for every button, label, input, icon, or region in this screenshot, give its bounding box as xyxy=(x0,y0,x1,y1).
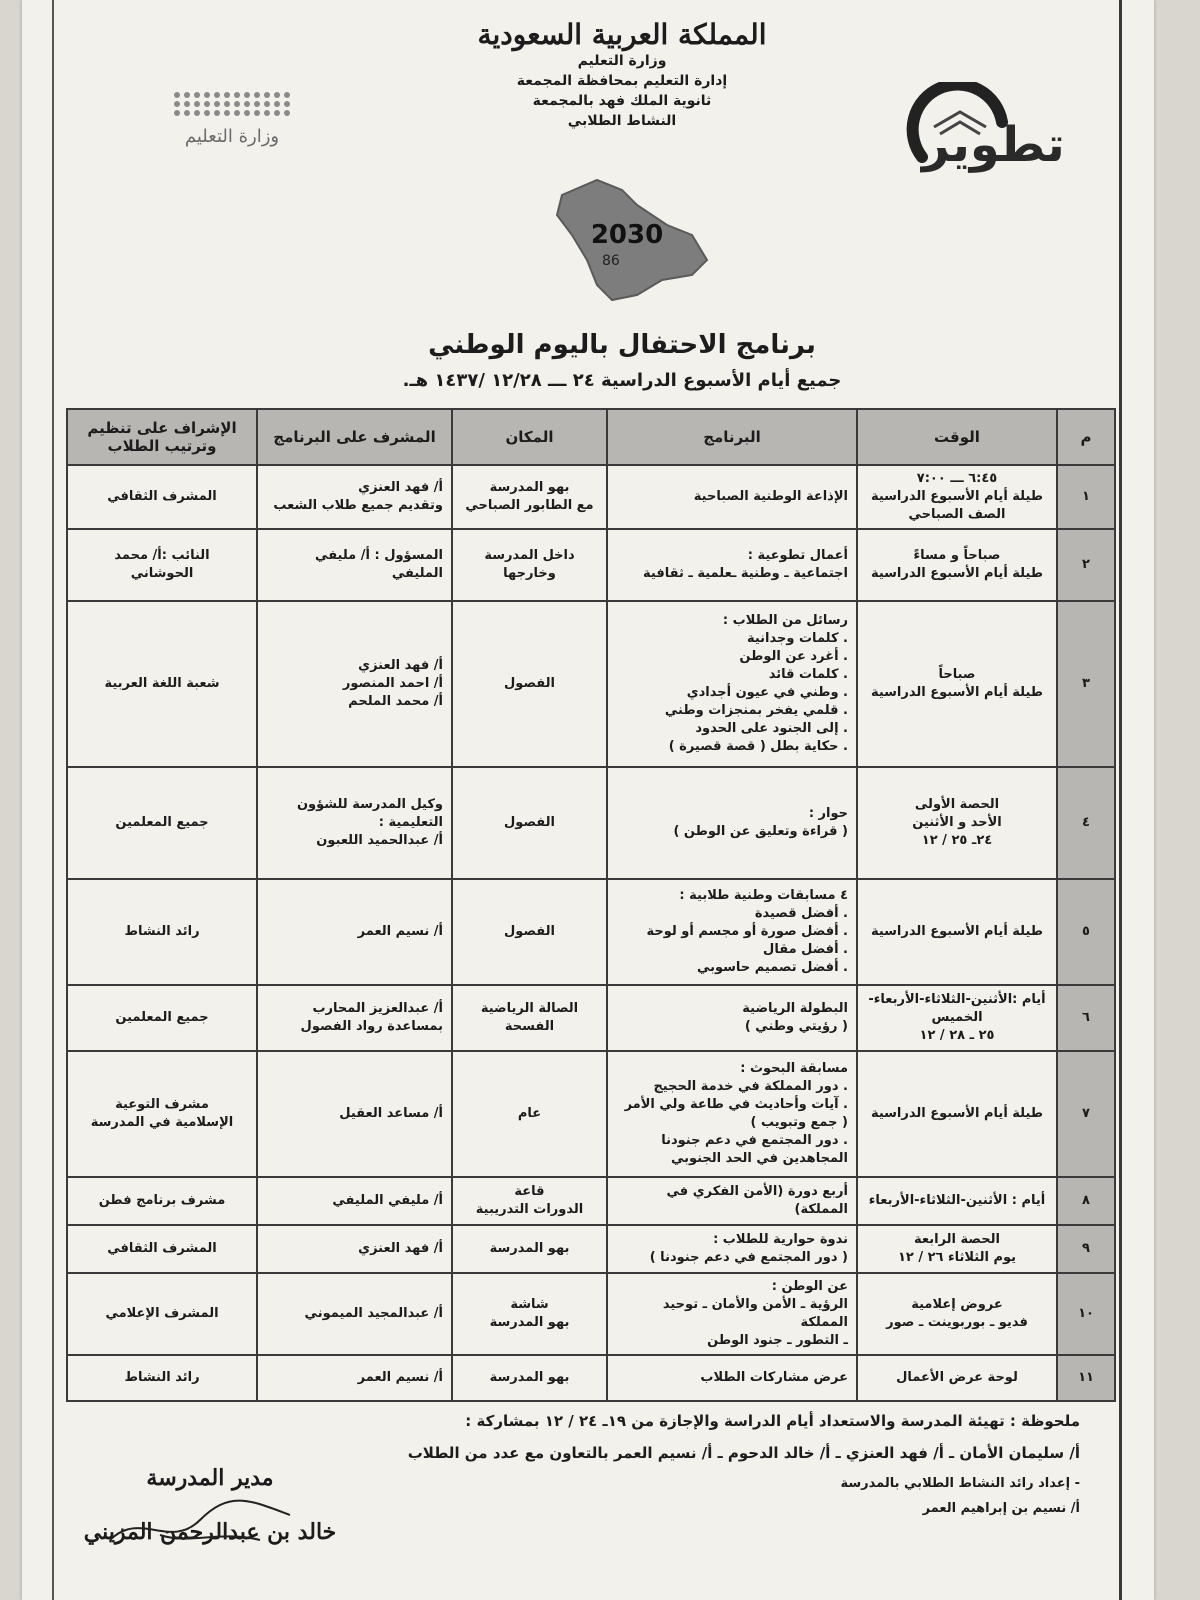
school-line: ثانوية الملك فهد بالمجمعة xyxy=(532,93,712,109)
cell-program-line: . دور المملكة في خدمة الحجيج xyxy=(653,1079,848,1094)
cell-program-line: . وطني في عيون أجدادي xyxy=(686,685,848,700)
cell-supervisor-line: المسؤول : أ/ مليفي المليفي xyxy=(315,548,443,581)
footnote xyxy=(300,1412,1080,1526)
cell-program-line: . أغرد عن الوطن xyxy=(739,649,848,664)
cell-supervisor-line: أ/ فهد العنزي xyxy=(358,480,443,495)
cell-organizer xyxy=(67,1225,257,1273)
cell-organizer xyxy=(67,1177,257,1225)
cell-program-line: . كلمات وجدانية xyxy=(746,631,848,646)
cell-program-line: . أفضل قصيدة xyxy=(754,906,848,921)
cell-program xyxy=(607,1177,857,1225)
cell-organizer-line: رائد النشاط xyxy=(124,1370,200,1385)
cell-supervisor xyxy=(257,601,452,767)
cell-time xyxy=(857,985,1057,1051)
cell-time-line: صباحاً xyxy=(938,667,976,682)
cell-organizer-line: المشرف الثقافي xyxy=(107,489,217,504)
cell-supervisor xyxy=(257,465,452,529)
cell-time xyxy=(857,465,1057,529)
header-supervisor: المشرف على البرنامج xyxy=(257,409,452,465)
cell-organizer xyxy=(67,1355,257,1401)
table-row xyxy=(67,985,1115,1051)
cell-program xyxy=(607,1225,857,1273)
cell-supervisor-line: بمساعدة رواد الفصول xyxy=(300,1019,443,1034)
cell-supervisor xyxy=(257,1225,452,1273)
cell-place-line: الفصول xyxy=(504,815,555,830)
table-row xyxy=(67,1051,1115,1177)
cell-time-line: عروض إعلامية xyxy=(911,1297,1003,1312)
table-row xyxy=(67,879,1115,985)
cell-place-line: الفصول xyxy=(504,924,555,939)
cell-organizer-line: المشرف الثقافي xyxy=(107,1241,217,1256)
header-organizer: الإشراف على تنظيم وترتيب الطلاب xyxy=(67,409,257,465)
page-edge-left xyxy=(52,0,54,1600)
cell-num: ٩ xyxy=(1057,1225,1115,1273)
cell-supervisor-line: أ/ فهد العنزي xyxy=(358,658,443,673)
cell-place-line: داخل المدرسة xyxy=(484,548,575,563)
vision-sub-text: 86 xyxy=(602,253,620,269)
cell-time-line: ٢٥ ـ ٢٨ / ١٢ xyxy=(919,1028,995,1043)
cell-organizer xyxy=(67,767,257,879)
ministry-logo xyxy=(157,92,307,182)
cell-time xyxy=(857,767,1057,879)
cell-program-line: . إلى الجنود على الحدود xyxy=(695,721,848,736)
cell-supervisor xyxy=(257,529,452,601)
cell-program-line: . أفضل تصميم حاسوبي xyxy=(696,960,848,975)
cell-place xyxy=(452,767,607,879)
header-num: م xyxy=(1057,409,1115,465)
cell-supervisor-line: أ/ احمد المنصور xyxy=(342,676,443,691)
cell-program xyxy=(607,985,857,1051)
cell-program-line: أربع دورة (الأمن الفكري في المملكة) xyxy=(666,1184,848,1217)
note-line-4: أ/ نسيم بن إبراهيم العمر xyxy=(922,1501,1080,1516)
cell-place xyxy=(452,985,607,1051)
cell-program-line: أعمال تطوعية : xyxy=(747,548,848,563)
cell-organizer-line: جميع المعلمين xyxy=(115,1010,209,1025)
cell-supervisor-line: التعليمية : xyxy=(378,815,443,830)
page-subtitle: جميع أيام الأسبوع الدراسية ٢٤ ـــ ١٢/٢٨ /١٤٣٧ هـ. xyxy=(402,370,842,391)
cell-supervisor-line: وتقديم جميع طلاب الشعب xyxy=(273,498,443,513)
tatweer-logo xyxy=(882,82,1102,192)
cell-program-line: ٤ مسابقات وطنية طلابية : xyxy=(679,888,848,903)
cell-supervisor-line: أ/ عبدالحميد اللعبون xyxy=(316,833,443,848)
cell-place xyxy=(452,601,607,767)
cell-supervisor xyxy=(257,1273,452,1355)
cell-supervisor-line: أ/ عبدالمجيد الميموني xyxy=(304,1306,443,1321)
cell-time-line: الصف الصباحي xyxy=(908,507,1006,522)
cell-program-line: ( قراءة وتعليق عن الوطن ) xyxy=(673,824,848,839)
cell-place-line: الدورات التدريبية xyxy=(475,1202,584,1217)
table-row xyxy=(67,1273,1115,1355)
cell-time-line: يوم الثلاثاء ٢٦ / ١٢ xyxy=(897,1250,1017,1265)
cell-place-line: وخارجها xyxy=(503,566,556,581)
cell-program-line: . حكاية بطل ( قصة قصيرة ) xyxy=(668,739,848,754)
cell-time-line: طيلة أيام الأسبوع الدراسية xyxy=(870,924,1044,939)
cell-time xyxy=(857,1225,1057,1273)
cell-organizer xyxy=(67,985,257,1051)
department-line: النشاط الطلابي xyxy=(567,113,677,129)
cell-place-line: الصالة الرياضية xyxy=(480,1001,579,1016)
cell-program-line: . قلمي يفخر بمنجزات وطني xyxy=(664,703,848,718)
cell-place xyxy=(452,1177,607,1225)
cell-program xyxy=(607,767,857,879)
table-row xyxy=(67,529,1115,601)
tatweer-logo-text: تطوير xyxy=(922,117,1065,173)
ministry-logo-dots-icon xyxy=(157,92,307,116)
cell-place-line: مع الطابور الصباحي xyxy=(465,498,594,513)
cell-supervisor-line: أ/ نسيم العمر xyxy=(357,924,443,939)
ministry-line: وزارة التعليم xyxy=(577,53,667,69)
directorate-line: إدارة التعليم بمحافظة المجمعة xyxy=(516,73,728,89)
table-header-row xyxy=(67,409,1115,465)
note-line-1: ملحوظة : تهيئة المدرسة والاستعداد أيام الدراسة والإجازة من ١٩ـ ٢٤ / ١٢ بمشاركة : xyxy=(465,1412,1080,1430)
cell-supervisor xyxy=(257,1177,452,1225)
cell-supervisor-line: أ/ مساعد العقيل xyxy=(339,1106,443,1121)
cell-place xyxy=(452,1225,607,1273)
cell-organizer-line: النائب :أ/ محمد xyxy=(114,548,210,563)
cell-time-line: أيام : الأثنين-الثلاثاء-الأربعاء xyxy=(868,1193,1046,1208)
cell-place-line: بهو المدرسة xyxy=(489,1315,570,1330)
cell-program-line: الرؤية ـ الأمن والأمان ـ توحيد المملكة xyxy=(662,1297,848,1330)
cell-place xyxy=(452,465,607,529)
vision-2030-text: 2030 xyxy=(590,220,664,250)
table-row xyxy=(67,1225,1115,1273)
cell-organizer-line: الإسلامية في المدرسة xyxy=(90,1115,234,1130)
cell-place xyxy=(452,879,607,985)
cell-supervisor-line: أ/ محمد الملحم xyxy=(348,694,443,709)
table-row xyxy=(67,601,1115,767)
cell-organizer-line: مشرف برنامج فطن xyxy=(98,1193,226,1208)
table-body xyxy=(67,465,1115,1401)
note-line-3: - إعداد رائد النشاط الطلابي بالمدرسة xyxy=(840,1476,1080,1491)
cell-place-line: عام xyxy=(517,1106,542,1121)
cell-num: ٢ xyxy=(1057,529,1115,601)
cell-num: ٤ xyxy=(1057,767,1115,879)
cell-num: ١١ xyxy=(1057,1355,1115,1401)
cell-time-line: ٢٤ـ ٢٥ / ١٢ xyxy=(921,833,993,848)
cell-time xyxy=(857,1355,1057,1401)
cell-time-line: الخميس xyxy=(931,1010,983,1025)
cell-place-line: بهو المدرسة xyxy=(489,480,570,495)
cell-organizer-line: المشرف الإعلامي xyxy=(105,1306,219,1321)
cell-time xyxy=(857,601,1057,767)
cell-time-line: لوحة عرض الأعمال xyxy=(896,1370,1018,1385)
cell-time-line: ٦:٤٥ ـــ ٧:٠٠ xyxy=(916,471,998,486)
letterhead xyxy=(402,18,842,131)
cell-place xyxy=(452,529,607,601)
cell-place xyxy=(452,1355,607,1401)
cell-supervisor xyxy=(257,1051,452,1177)
cell-time xyxy=(857,529,1057,601)
cell-time-line: الأحد و الأثنين xyxy=(912,815,1002,830)
cell-program-line: الإذاعة الوطنية الصباحية xyxy=(693,489,848,504)
cell-program-line: ندوة حوارية للطلاب : xyxy=(713,1232,848,1247)
cell-program xyxy=(607,1273,857,1355)
cell-program-line: اجتماعية ـ وطنية ـعلمية ـ ثقافية xyxy=(643,566,848,581)
cell-place xyxy=(452,1051,607,1177)
cell-time-line: الحصة الرابعة xyxy=(914,1232,1000,1247)
cell-supervisor-line: وكيل المدرسة للشؤون xyxy=(296,797,443,812)
cell-time-line: صباحاً و مساءً xyxy=(913,548,1001,563)
cell-num: ١٠ xyxy=(1057,1273,1115,1355)
cell-program xyxy=(607,465,857,529)
cell-place xyxy=(452,1273,607,1355)
cell-program-line: . كلمات قائد xyxy=(768,667,848,682)
cell-program-line: عرض مشاركات الطلاب xyxy=(700,1370,848,1385)
header-program: البرنامج xyxy=(607,409,857,465)
cell-supervisor-line: أ/ فهد العنزي xyxy=(358,1241,443,1256)
cell-program-line: . آيات وأحاديث في طاعة ولي الأمر xyxy=(624,1097,848,1112)
cell-time xyxy=(857,879,1057,985)
cell-time-line: طيلة أيام الأسبوع الدراسية xyxy=(870,489,1044,504)
cell-program-line: ـ التطور ـ جنود الوطن xyxy=(707,1333,848,1348)
cell-place-line: الفسحة xyxy=(504,1019,555,1034)
cell-organizer xyxy=(67,529,257,601)
page-title: برنامج الاحتفال باليوم الوطني xyxy=(428,330,816,360)
program-table xyxy=(66,408,1116,1402)
cell-program xyxy=(607,601,857,767)
cell-program-line: حوار : xyxy=(808,806,848,821)
cell-program xyxy=(607,879,857,985)
cell-organizer-line: شعبة اللغة العربية xyxy=(104,676,220,691)
cell-num: ٥ xyxy=(1057,879,1115,985)
cell-supervisor xyxy=(257,1355,452,1401)
cell-organizer-line: الحوشاني xyxy=(130,566,194,581)
ministry-logo-text: وزارة التعليم xyxy=(184,126,280,147)
cell-time-line: فديو ـ بوربوينت ـ صور xyxy=(886,1315,1028,1330)
cell-supervisor-line: أ/ عبدالعزيز المحارب xyxy=(312,1001,443,1016)
kingdom-name: المملكة العربية السعودية xyxy=(477,18,767,51)
cell-program-line: . دور المجتمع في دعم جنودنا xyxy=(661,1133,848,1148)
principal-title: مدير المدرسة xyxy=(146,1465,274,1491)
cell-supervisor xyxy=(257,879,452,985)
cell-organizer xyxy=(67,601,257,767)
cell-num: ٧ xyxy=(1057,1051,1115,1177)
cell-organizer-line: مشرف التوعية xyxy=(115,1097,209,1112)
cell-place-line: شاشة xyxy=(510,1297,549,1312)
cell-supervisor-line: أ/ نسيم العمر xyxy=(357,1370,443,1385)
cell-program-line: ( رؤيتي وطني ) xyxy=(744,1019,848,1034)
cell-program-line: مسابقة البحوث : xyxy=(740,1061,848,1076)
page-edge-right xyxy=(1119,0,1122,1600)
cell-time-line: أيام :الأثنين-الثلاثاء-الأربعاء- xyxy=(868,992,1046,1007)
principal-name: خالد بن عبدالرحمن المزيني xyxy=(83,1519,337,1545)
cell-program-line: رسائل من الطلاب : xyxy=(722,613,848,628)
cell-num: ٦ xyxy=(1057,985,1115,1051)
header-place: المكان xyxy=(452,409,607,465)
cell-place-line: بهو المدرسة xyxy=(489,1241,570,1256)
cell-program xyxy=(607,529,857,601)
cell-organizer xyxy=(67,465,257,529)
cell-organizer xyxy=(67,879,257,985)
cell-time-line: طيلة أيام الأسبوع الدراسية xyxy=(870,1106,1044,1121)
cell-supervisor xyxy=(257,767,452,879)
cell-num: ٣ xyxy=(1057,601,1115,767)
cell-program-line: ( دور المجتمع في دعم جنودنا ) xyxy=(649,1250,848,1265)
table-row xyxy=(67,767,1115,879)
note-line-2: أ/ سليمان الأمان ـ أ/ فهد العنزي ـ أ/ خالد الدحوم ـ أ/ نسيم العمر بالتعاون مع عدد من الطلاب xyxy=(407,1444,1080,1462)
handwritten-signature xyxy=(100,1490,300,1560)
cell-place-line: الفصول xyxy=(504,676,555,691)
cell-supervisor xyxy=(257,985,452,1051)
cell-program-line: المجاهدين في الحد الجنوبي xyxy=(670,1151,848,1166)
table-row xyxy=(67,1177,1115,1225)
cell-organizer xyxy=(67,1051,257,1177)
cell-time xyxy=(857,1273,1057,1355)
vision-2030-map xyxy=(542,175,722,305)
cell-time xyxy=(857,1051,1057,1177)
header-time: الوقت xyxy=(857,409,1057,465)
cell-num: ٨ xyxy=(1057,1177,1115,1225)
table-row xyxy=(67,1355,1115,1401)
table-row xyxy=(67,465,1115,529)
cell-organizer-line: رائد النشاط xyxy=(124,924,200,939)
cell-program-line: . أفضل مقال xyxy=(763,942,848,957)
cell-time-line: طيلة أيام الأسبوع الدراسية xyxy=(870,566,1044,581)
cell-time xyxy=(857,1177,1057,1225)
cell-program-line: ( جمع وتبويب ) xyxy=(750,1115,848,1130)
cell-program xyxy=(607,1355,857,1401)
cell-program-line: . أفضل صورة أو مجسم أو لوحة xyxy=(646,924,848,939)
cell-organizer-line: جميع المعلمين xyxy=(115,815,209,830)
cell-place-line: بهو المدرسة xyxy=(489,1370,570,1385)
cell-time-line: الحصة الأولى xyxy=(914,797,1000,812)
cell-program-line: عن الوطن : xyxy=(771,1279,848,1294)
cell-supervisor-line: أ/ مليفي المليفي xyxy=(332,1193,443,1208)
cell-place-line: قاعة xyxy=(514,1184,545,1199)
cell-organizer xyxy=(67,1273,257,1355)
cell-time-line: طيلة أيام الأسبوع الدراسية xyxy=(870,685,1044,700)
cell-program-line: البطولة الرياضية xyxy=(742,1001,848,1016)
cell-program xyxy=(607,1051,857,1177)
cell-num: ١ xyxy=(1057,465,1115,529)
